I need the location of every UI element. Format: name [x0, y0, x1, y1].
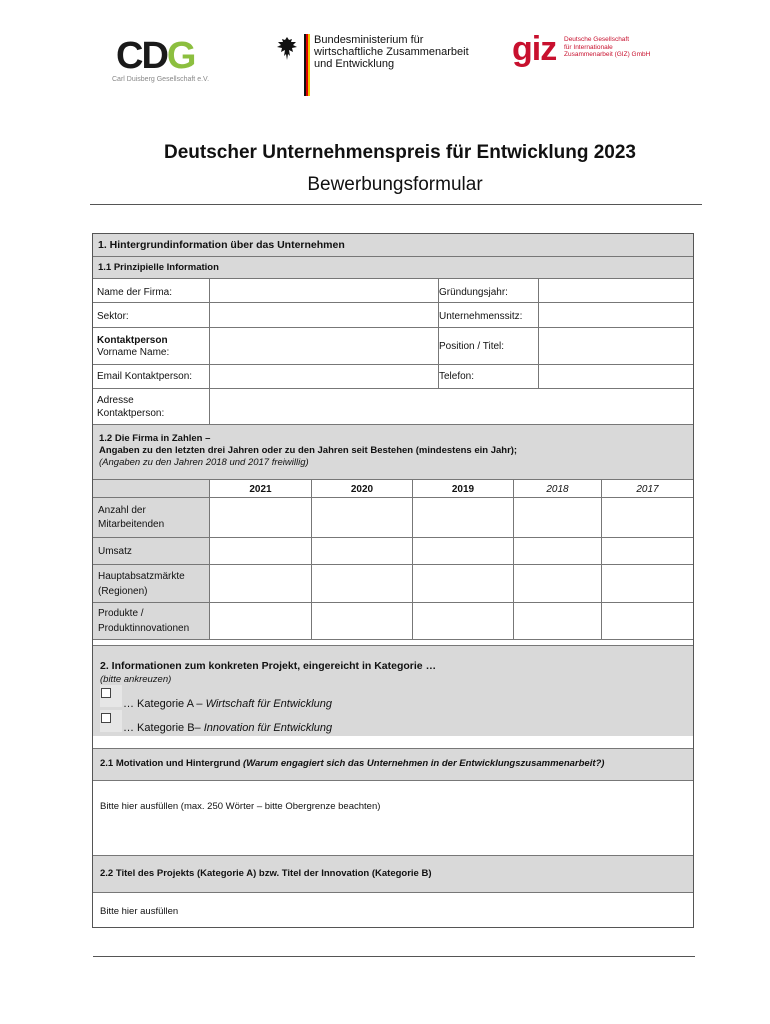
phone-label: Telefon: [439, 371, 475, 382]
founding-year-field[interactable] [539, 279, 693, 302]
address-field[interactable] [210, 389, 693, 424]
cell-employees-2020[interactable] [312, 498, 412, 537]
category-b-label: … Kategorie B– Innovation für Entwicklung [123, 722, 333, 734]
headquarters-label: Unternehmenssitz: [439, 311, 523, 322]
contact-name-field[interactable] [210, 328, 438, 364]
cdg-logo [110, 36, 220, 86]
company-name-field[interactable] [210, 279, 438, 302]
category-a-checkbox[interactable] [101, 688, 111, 698]
giz-logo-mark: giz [512, 30, 557, 68]
phone-field[interactable] [539, 365, 693, 388]
title-divider [90, 204, 702, 205]
contact-person-label: Kontaktperson [97, 335, 168, 346]
cell-employees-2019[interactable] [413, 498, 513, 537]
bmz-logo-text: Bundesministerium für wirtschaftliche Zusammenarbeit und Entwicklung [314, 34, 469, 70]
year-header-2021: 2021 [249, 484, 272, 495]
address-label-line2: Kontaktperson: [97, 408, 165, 419]
sector-field[interactable] [210, 303, 438, 327]
document-subtitle: Bewerbungsformular [307, 174, 483, 195]
footer-divider [93, 956, 695, 957]
cell-employees-2018[interactable] [514, 498, 601, 537]
row-label-employees-line1: Anzahl der [98, 505, 146, 516]
cdg-logo-mark: CDG [116, 35, 195, 77]
row-label-markets-line1: Hauptabsatzmärkte [98, 571, 185, 582]
giz-logo [512, 30, 662, 70]
answer-2-1-placeholder: Bitte hier ausfüllen (max. 250 Wörter – bitte Obergrenze beachten) [100, 801, 381, 812]
question-2-2: 2.2 Titel des Projekts (Kategorie A) bzw. Titel der Innovation (Kategorie B) [100, 868, 432, 879]
email-field[interactable] [210, 365, 438, 388]
section-1-heading: 1. Hintergrundinformation über das Unternehmen [93, 234, 693, 256]
bmz-logo [276, 34, 469, 96]
application-form [92, 233, 694, 928]
answer-2-1-field[interactable] [93, 781, 693, 855]
year-header-2020: 2020 [350, 484, 374, 495]
position-label: Position / Titel: [439, 341, 505, 352]
row-label-employees-line2: Mitarbeitenden [98, 519, 165, 530]
section-1-1-heading: 1.1 Prinzipielle Information [93, 257, 693, 278]
cell-employees-2021[interactable] [210, 498, 311, 537]
section-2-heading: 2. Informationen zum konkreten Projekt, eingereicht in Kategorie … [100, 660, 437, 672]
contact-name-label: Vorname Name: [97, 347, 170, 358]
founding-year-label: Gründungsjahr: [439, 287, 508, 298]
answer-2-2-field[interactable] [93, 893, 693, 927]
section-1-2-note: (Angaben zu den Jahren 2018 und 2017 freiwillig) [99, 457, 309, 468]
cdg-logo-subtitle: Carl Duisberg Gesellschaft e.V. [112, 76, 210, 83]
row-label-markets-line2: (Regionen) [98, 586, 148, 597]
year-header-2019: 2019 [451, 484, 475, 495]
address-label-line1: Adresse [97, 395, 134, 406]
year-header-2017: 2017 [636, 484, 659, 495]
year-header-2018: 2018 [546, 484, 569, 495]
cell-employees-2017[interactable] [602, 498, 693, 537]
category-a-label: … Kategorie A – Wirtschaft für Entwicklung [123, 698, 333, 710]
email-label: Email Kontaktperson: [97, 371, 193, 382]
answer-2-2-placeholder: Bitte hier ausfüllen [100, 906, 179, 917]
document-title: Deutscher Unternehmenspreis für Entwicklung 2023 [164, 142, 636, 163]
question-2-1: 2.1 Motivation und Hintergrund (Warum engagiert sich das Unternehmen in der Entwicklungszusammenarbeit?) [100, 758, 605, 769]
category-b-checkbox[interactable] [101, 713, 111, 723]
headquarters-field[interactable] [539, 303, 693, 327]
row-label-products-line1: Produkte / [98, 608, 144, 619]
sector-label: Sektor: [97, 311, 129, 322]
giz-logo-text: Deutsche Gesellschaft für Internationale Zusammenarbeit (GIZ) GmbH [564, 36, 651, 58]
position-field[interactable] [539, 328, 693, 364]
row-label-revenue: Umsatz [98, 546, 132, 557]
row-label-products-line2: Produktinnovationen [98, 623, 190, 634]
section-1-2-instructions: Angaben zu den letzten drei Jahren oder zu den Jahren seit Bestehen (mindestens ein Jahr); [99, 445, 518, 456]
section-1-2-heading: 1.2 Die Firma in Zahlen – [99, 433, 211, 444]
section-2-note: (bitte ankreuzen) [100, 674, 172, 685]
federal-eagle-icon [276, 36, 298, 62]
company-name-label: Name der Firma: [97, 287, 173, 298]
